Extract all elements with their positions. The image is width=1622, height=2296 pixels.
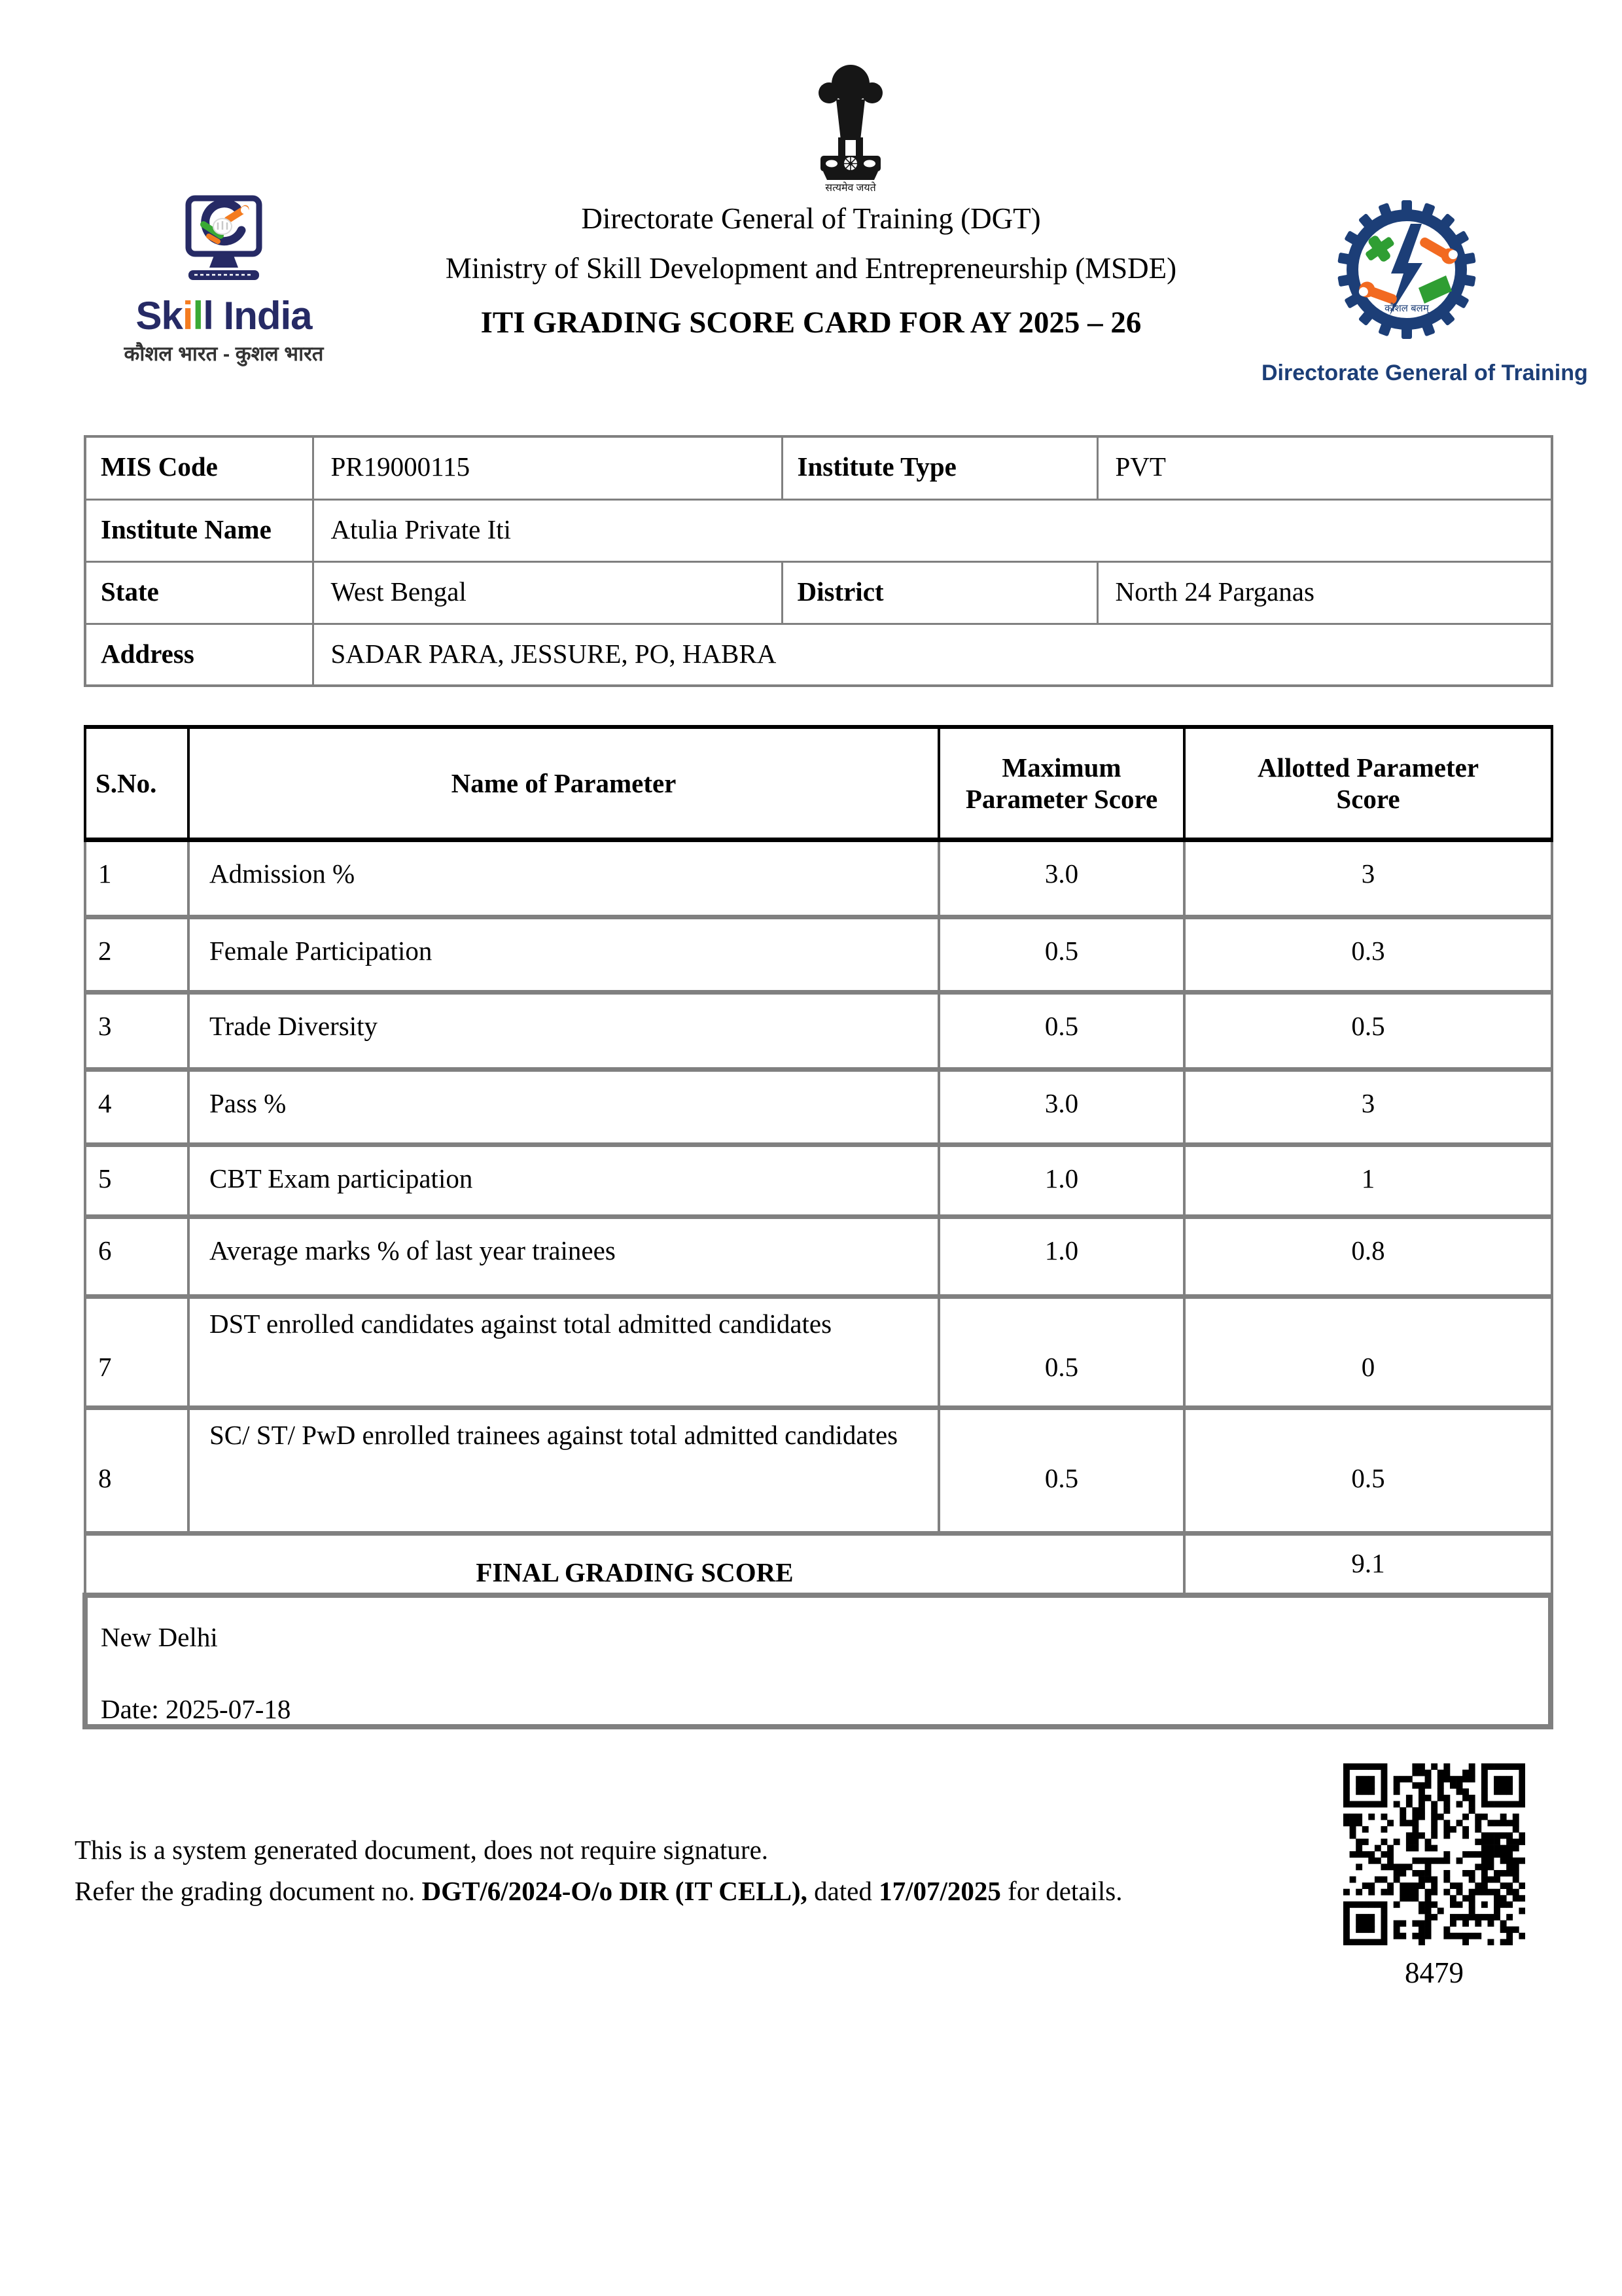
table-row — [85, 499, 1552, 561]
cell-max: 0.5 — [939, 1407, 1184, 1533]
col-header-sno: S.No. — [85, 727, 188, 839]
cell-sno: 5 — [85, 1144, 188, 1216]
dgt-inner-text: कौशल बलम् — [1384, 303, 1429, 314]
cell-name: Trade Diversity — [188, 992, 939, 1069]
header-line-dgt: Directorate General of Training (DGT) — [581, 202, 1041, 235]
cell-allotted: 0.5 — [1184, 992, 1552, 1069]
table-header-row — [85, 727, 1552, 839]
cell-name: CBT Exam participation — [188, 1144, 939, 1216]
national-emblem-icon — [811, 55, 890, 194]
place-date-box — [82, 1593, 1553, 1729]
cell-allotted: 0.5 — [1184, 1407, 1552, 1533]
table-row — [85, 992, 1552, 1069]
table-row — [85, 839, 1552, 917]
cell-name: Female Participation — [188, 917, 939, 992]
header-line-msde: Ministry of Skill Development and Entrepreneurship (MSDE) — [445, 252, 1177, 285]
cell-max: 3.0 — [939, 1069, 1184, 1144]
cell-allotted: 3 — [1184, 1069, 1552, 1144]
table-row — [85, 917, 1552, 992]
info-value: West Bengal — [313, 561, 782, 624]
table-row — [85, 1407, 1552, 1533]
cell-allotted: 1 — [1184, 1144, 1552, 1216]
table-row — [85, 1144, 1552, 1216]
dgt-gear-icon — [1335, 196, 1479, 353]
final-score-value: 9.1 — [1184, 1533, 1552, 1593]
cell-sno: 7 — [85, 1296, 188, 1407]
cell-max: 1.0 — [939, 1216, 1184, 1296]
qr-code — [1343, 1763, 1525, 1945]
cell-max: 3.0 — [939, 839, 1184, 917]
cell-allotted: 0.3 — [1184, 917, 1552, 992]
dgt-logo — [1261, 196, 1588, 386]
footer-line-2: Refer the grading document no. DGT/6/2024-O/o DIR (IT CELL), dated 17/07/2025 for details. — [75, 1876, 1123, 1906]
qr-block — [1343, 1763, 1525, 1990]
issue-date: Date: 2025-07-18 — [101, 1694, 291, 1724]
col-header-allotted: Allotted Parameter Score — [1184, 727, 1552, 839]
cell-allotted: 3 — [1184, 839, 1552, 917]
cell-name: Admission % — [188, 839, 939, 917]
skill-india-monitor-icon — [185, 195, 263, 288]
skill-india-wordmark: Skill India — [135, 294, 312, 338]
info-label: MIS Code — [85, 436, 313, 499]
page-title: ITI GRADING SCORE CARD FOR AY 2025 – 26 — [480, 306, 1142, 340]
skill-india-logo — [119, 195, 328, 367]
cell-max: 0.5 — [939, 992, 1184, 1069]
table-row — [85, 1216, 1552, 1296]
info-value: Atulia Private Iti — [313, 499, 1552, 561]
info-label: Institute Name — [85, 499, 313, 561]
info-value: PR19000115 — [313, 436, 782, 499]
issue-place: New Delhi — [101, 1622, 218, 1652]
info-value: PVT — [1097, 436, 1552, 499]
table-row — [85, 1296, 1552, 1407]
cell-sno: 3 — [85, 992, 188, 1069]
cell-sno: 1 — [85, 839, 188, 917]
cell-name: Pass % — [188, 1069, 939, 1144]
qr-number: 8479 — [1405, 1956, 1464, 1989]
cell-sno: 6 — [85, 1216, 188, 1296]
emblem-motto: सत्यमेव जयते — [825, 183, 876, 194]
footer-note — [75, 1829, 1123, 1912]
col-header-max: Maximum Parameter Score — [939, 727, 1184, 839]
info-label: Institute Type — [782, 436, 1097, 499]
table-row — [85, 624, 1552, 686]
skill-india-tagline: कौशल भारत - कुशल भारत — [124, 342, 324, 365]
cell-sno: 2 — [85, 917, 188, 992]
cell-max: 0.5 — [939, 1296, 1184, 1407]
final-score-row — [85, 1533, 1552, 1593]
info-label: Address — [85, 624, 313, 686]
table-row — [85, 436, 1552, 499]
final-score-label: FINAL GRADING SCORE — [85, 1533, 1184, 1593]
cell-name: SC/ ST/ PwD enrolled trainees against total admitted candidates — [188, 1407, 939, 1533]
cell-sno: 4 — [85, 1069, 188, 1144]
cell-max: 1.0 — [939, 1144, 1184, 1216]
cell-name: DST enrolled candidates against total admitted candidates — [188, 1296, 939, 1407]
info-value: SADAR PARA, JESSURE, PO, HABRA — [313, 624, 1552, 686]
info-value: North 24 Parganas — [1097, 561, 1552, 624]
info-label: State — [85, 561, 313, 624]
cell-allotted: 0.8 — [1184, 1216, 1552, 1296]
dgt-caption: Directorate General of Training — [1261, 361, 1588, 385]
institute-info-table — [84, 435, 1553, 687]
col-header-name: Name of Parameter — [188, 727, 939, 839]
cell-allotted: 0 — [1184, 1296, 1552, 1407]
cell-sno: 8 — [85, 1407, 188, 1533]
footer-line-1: This is a system generated document, does not require signature. — [75, 1835, 769, 1865]
table-row — [85, 1069, 1552, 1144]
table-row — [85, 561, 1552, 624]
cell-name: Average marks % of last year trainees — [188, 1216, 939, 1296]
cell-max: 0.5 — [939, 917, 1184, 992]
info-label: District — [782, 561, 1097, 624]
parameter-score-table — [84, 725, 1553, 1593]
